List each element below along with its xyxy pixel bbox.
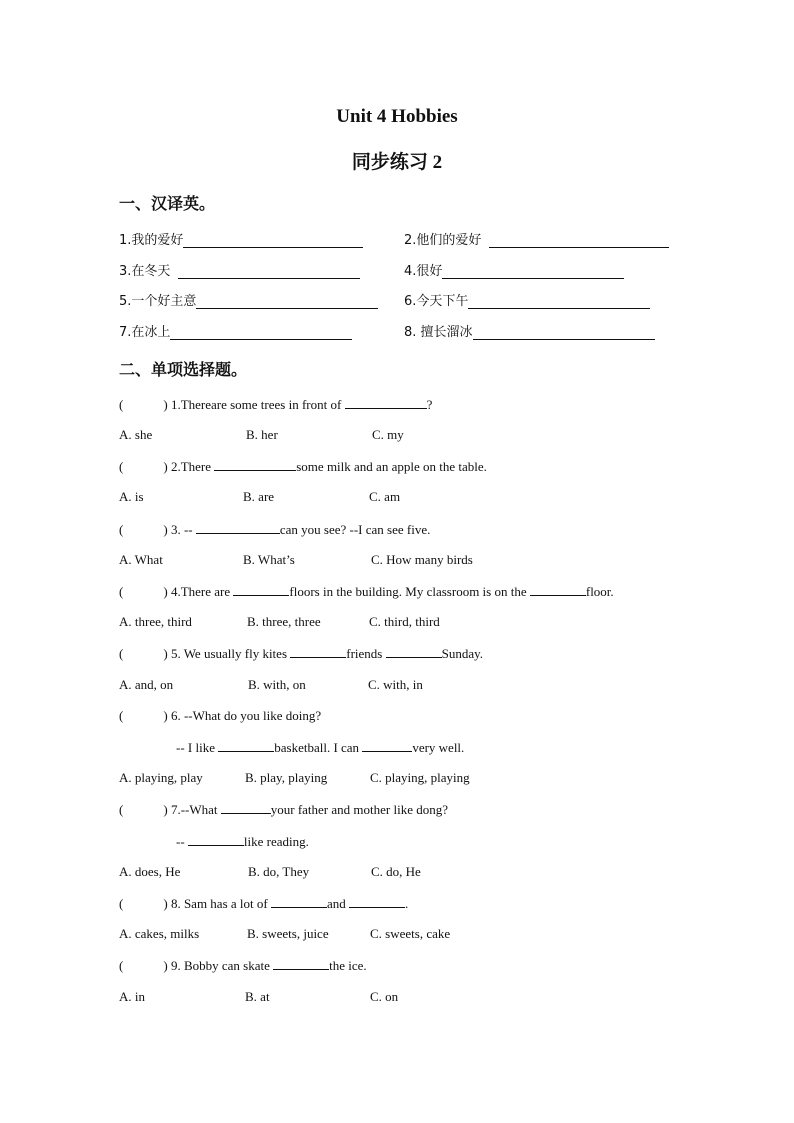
question-text: the ice. xyxy=(329,958,367,973)
question-text: floor. xyxy=(585,584,614,599)
translation-label: 8. 擅长溜冰 xyxy=(404,325,473,340)
answer-paren-close: ) xyxy=(163,708,168,723)
question-text: . xyxy=(404,896,409,911)
answer-paren-open: ( xyxy=(119,958,124,973)
answer-line[interactable] xyxy=(473,325,655,340)
option-c[interactable]: C. am xyxy=(369,489,401,504)
question-text: 6. --What do you like doing? xyxy=(170,708,322,723)
question-3 xyxy=(119,521,430,538)
question-text: basketball. I can xyxy=(274,740,360,755)
blank[interactable] xyxy=(349,895,405,908)
translation-label: 6.今天下午 xyxy=(404,294,469,309)
option-a[interactable]: A. and, on xyxy=(119,677,174,692)
answer-line[interactable] xyxy=(196,294,378,309)
option-a[interactable]: A. does, He xyxy=(119,864,181,879)
answer-paren-open: ( xyxy=(119,708,124,723)
question-text: can you see? --I can see five. xyxy=(279,522,431,537)
answer-paren-open: ( xyxy=(119,802,124,817)
option-c[interactable]: C. playing, playing xyxy=(370,770,470,785)
option-c[interactable]: C. on xyxy=(370,989,399,1004)
question-text: friends xyxy=(346,646,383,661)
question-6-line2 xyxy=(176,739,464,756)
question-text: -- I like xyxy=(176,740,215,755)
option-c[interactable]: C. sweets, cake xyxy=(370,926,451,941)
question-text: ? xyxy=(426,397,433,412)
blank[interactable] xyxy=(273,957,329,970)
translation-label: 4.很好 xyxy=(404,264,443,279)
option-c[interactable]: C. How many birds xyxy=(371,552,473,567)
question-7 xyxy=(119,801,448,818)
translation-label: 2.他们的爱好 xyxy=(404,233,482,248)
option-c[interactable]: C. third, third xyxy=(369,614,440,629)
question-text: and xyxy=(326,896,346,911)
option-b[interactable]: B. play, playing xyxy=(245,770,328,785)
blank[interactable] xyxy=(530,583,586,596)
section2-heading: 二、单项选择题。 xyxy=(119,360,248,379)
answer-paren-close: ) xyxy=(163,646,168,661)
question-9 xyxy=(119,957,367,974)
answer-paren-open: ( xyxy=(119,896,124,911)
question-6 xyxy=(119,708,321,724)
option-a[interactable]: A. three, third xyxy=(119,614,192,629)
blank[interactable] xyxy=(221,801,271,814)
question-5 xyxy=(119,645,483,662)
option-a[interactable]: A. cakes, milks xyxy=(119,926,200,941)
answer-line[interactable] xyxy=(468,294,650,309)
question-text: -- xyxy=(176,834,185,849)
translation-label: 3.在冬天 xyxy=(119,264,171,279)
option-a[interactable]: A. What xyxy=(119,552,163,567)
translation-label: 5.一个好主意 xyxy=(119,294,197,309)
answer-line[interactable] xyxy=(170,325,352,340)
option-b[interactable]: B. are xyxy=(243,489,275,504)
question-text: some milk and an apple on the table. xyxy=(296,459,487,474)
translation-item-6 xyxy=(404,290,650,309)
question-text: 2.There xyxy=(170,459,211,474)
question-4 xyxy=(119,583,614,600)
option-a[interactable]: A. is xyxy=(119,489,144,504)
answer-paren-close: ) xyxy=(163,584,168,599)
question-text: very well. xyxy=(412,740,465,755)
question-text: 4.There are xyxy=(170,584,231,599)
page-subtitle: 同步练习 2 xyxy=(351,152,443,173)
blank[interactable] xyxy=(196,521,280,534)
answer-paren-open: ( xyxy=(119,646,124,661)
option-a[interactable]: A. she xyxy=(119,427,153,442)
translation-label: 1.我的爱好 xyxy=(119,233,184,248)
translation-item-1 xyxy=(119,229,363,248)
translation-label: 7.在冰上 xyxy=(119,325,171,340)
option-b[interactable]: B. What’s xyxy=(243,552,295,567)
question-text: 3. -- xyxy=(170,522,193,537)
translation-item-3 xyxy=(119,260,360,279)
question-text: 1.Thereare some trees in front of xyxy=(170,397,342,412)
option-b[interactable]: B. three, three xyxy=(247,614,321,629)
translation-item-4 xyxy=(404,260,624,279)
blank[interactable] xyxy=(386,645,442,658)
question-text: 9. Bobby can skate xyxy=(170,958,270,973)
option-c[interactable]: C. my xyxy=(372,427,404,442)
translation-item-5 xyxy=(119,290,378,309)
answer-paren-close: ) xyxy=(163,522,168,537)
blank[interactable] xyxy=(218,739,274,752)
blank[interactable] xyxy=(290,645,346,658)
answer-paren-open: ( xyxy=(119,522,124,537)
answer-paren-close: ) xyxy=(163,958,168,973)
section1-heading: 一、汉译英。 xyxy=(119,194,216,213)
translation-item-2 xyxy=(404,229,669,248)
question-text: 5. We usually fly kites xyxy=(170,646,287,661)
question-8 xyxy=(119,895,408,912)
blank[interactable] xyxy=(271,895,327,908)
answer-paren-close: ) xyxy=(163,459,168,474)
question-7-line2 xyxy=(176,833,309,850)
option-a[interactable]: A. in xyxy=(119,989,145,1004)
question-text: Sunday. xyxy=(441,646,484,661)
answer-paren-close: ) xyxy=(163,397,168,412)
answer-line[interactable] xyxy=(178,264,360,279)
question-text: 7.--What xyxy=(170,802,218,817)
answer-paren-open: ( xyxy=(119,397,124,412)
option-b[interactable]: B. at xyxy=(245,989,270,1004)
option-b[interactable]: B. her xyxy=(246,427,278,442)
option-c[interactable]: C. with, in xyxy=(368,677,423,692)
question-1 xyxy=(119,396,432,413)
option-b[interactable]: B. do, They xyxy=(248,864,310,879)
option-c[interactable]: C. do, He xyxy=(371,864,421,879)
blank[interactable] xyxy=(233,583,289,596)
question-text: 8. Sam has a lot of xyxy=(170,896,268,911)
page-title: Unit 4 Hobbies xyxy=(336,106,458,127)
blank[interactable] xyxy=(214,458,296,471)
translation-item-8 xyxy=(404,321,655,340)
answer-line[interactable] xyxy=(183,233,363,248)
answer-paren-open: ( xyxy=(119,584,124,599)
question-2 xyxy=(119,458,487,475)
answer-paren-close: ) xyxy=(163,896,168,911)
blank[interactable] xyxy=(345,396,427,409)
question-text: floors in the building. My classroom is on the xyxy=(289,584,527,599)
translation-item-7 xyxy=(119,321,352,340)
option-b[interactable]: B. sweets, juice xyxy=(247,926,329,941)
blank[interactable] xyxy=(188,833,244,846)
question-text: like reading. xyxy=(243,834,309,849)
question-text: your father and mother like dong? xyxy=(270,802,448,817)
option-a[interactable]: A. playing, play xyxy=(119,770,203,785)
answer-line[interactable] xyxy=(489,233,669,248)
answer-paren-close: ) xyxy=(163,802,168,817)
option-b[interactable]: B. with, on xyxy=(248,677,306,692)
answer-line[interactable] xyxy=(442,264,624,279)
blank[interactable] xyxy=(362,739,412,752)
answer-paren-open: ( xyxy=(119,459,124,474)
